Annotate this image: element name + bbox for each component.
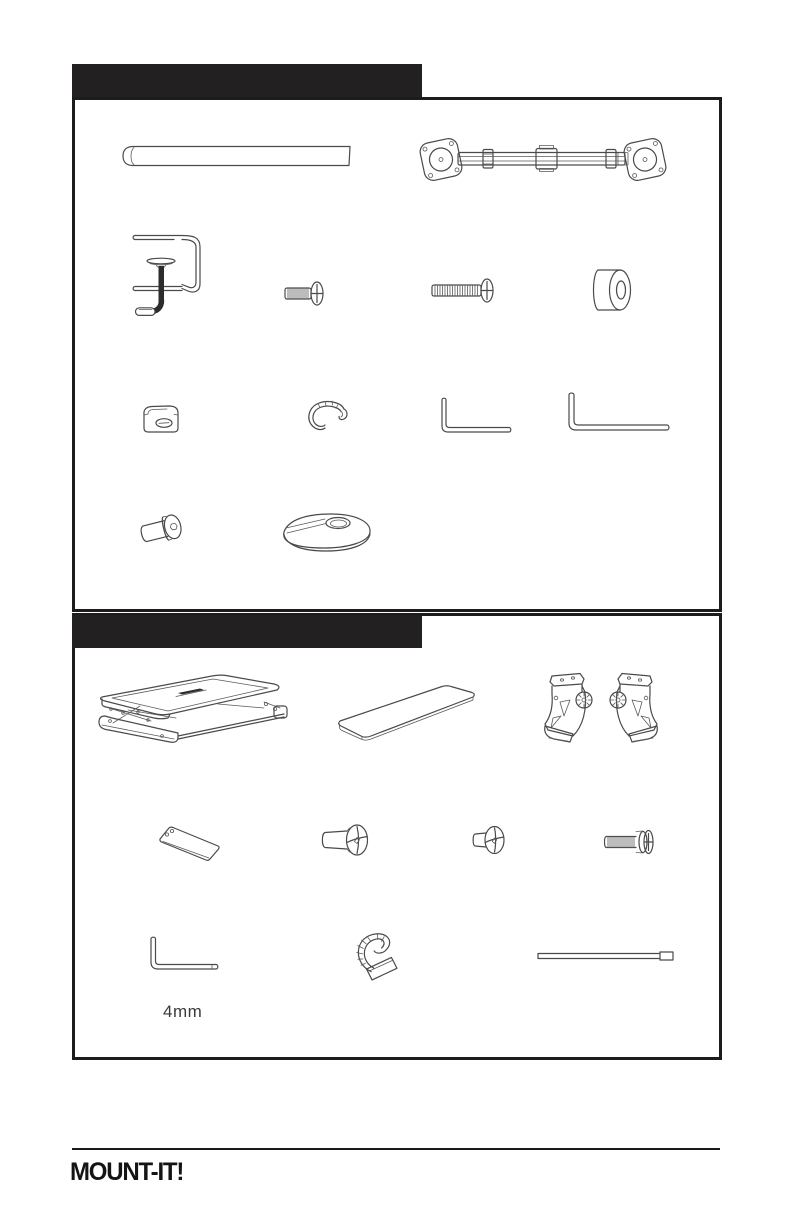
dual-monitor-crossbar-icon xyxy=(418,126,668,194)
hex-key-size-label: 4mm xyxy=(163,1002,203,1021)
cable-tie-clip-icon xyxy=(346,928,402,990)
long-phillips-screw-icon xyxy=(430,272,496,310)
base-cover-plate-icon xyxy=(276,506,376,554)
mounting-strip-icon xyxy=(152,822,226,866)
spacer-icon xyxy=(586,266,638,314)
footer-divider xyxy=(72,1148,720,1150)
tray-brackets-icon xyxy=(540,668,662,750)
threaded-rod-icon xyxy=(534,948,680,964)
desk-riser-icon xyxy=(88,668,288,752)
pan-head-machine-screw-icon xyxy=(600,824,660,860)
grommet-bolt-icon xyxy=(136,508,192,550)
brand-logo: MOUNT-IT! xyxy=(70,1158,184,1187)
short-flat-head-screw-icon xyxy=(466,820,510,860)
section-two-header-bar xyxy=(72,615,422,648)
large-hex-key-icon xyxy=(560,390,674,440)
keyboard-tray-icon xyxy=(332,684,480,742)
section-one-header-bar xyxy=(72,64,422,98)
desk-clamp-icon xyxy=(130,234,204,324)
pole-icon xyxy=(120,143,356,169)
long-flat-head-screw-icon xyxy=(318,820,372,864)
cable-saddle-clip-icon xyxy=(303,398,353,436)
small-hex-key-icon xyxy=(434,394,516,442)
short-phillips-screw-icon xyxy=(282,274,326,314)
hex-key-4mm-icon xyxy=(142,932,228,978)
cable-clip-icon xyxy=(138,402,188,438)
